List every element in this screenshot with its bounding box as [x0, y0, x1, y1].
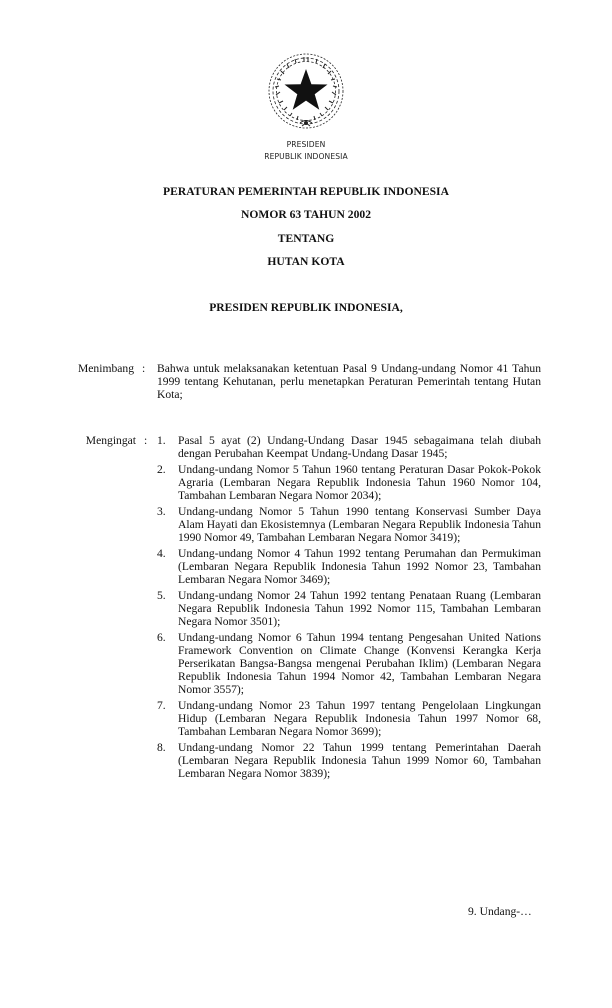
- list-item-text: Undang-undang Nomor 23 Tahun 1997 tentang Pengelolaan Lingkungan Hidup (Lembaran Negara Republik Indonesia Tahun 1997 Nomor 68, Tambahan Lembaran Negara Nomor 3699);: [178, 699, 541, 738]
- list-item-text: Undang-undang Nomor 5 Tahun 1990 tentang Konservasi Sumber Daya Alam Hayati dan Ekosistemnya (Lembaran Negara Republik Indonesia Tahun 1990 Nomor 49, Tambahan Lembaran Negara Nomor 3419);: [178, 505, 541, 544]
- menimbang-colon: :: [142, 362, 146, 375]
- list-item: [157, 589, 541, 628]
- list-item-text: Undang-undang Nomor 24 Tahun 1992 tentang Penataan Ruang (Lembaran Negara Republik Indonesia Tahun 1992 Nomor 115, Tambahan Lembaran Negara Nomor 3501);: [178, 589, 541, 628]
- mengingat-list: [157, 434, 541, 783]
- list-item-number: 7.: [157, 699, 166, 712]
- list-item: [157, 631, 541, 696]
- regulation-about-label: TENTANG: [277, 232, 335, 245]
- list-item-text: Pasal 5 ayat (2) Undang-Undang Dasar 1945 sebagaimana telah diubah dengan Perubahan Keempat Undang-Undang Dasar 1945;: [178, 434, 541, 460]
- page-continuation-marker: 9. Undang-…: [468, 905, 532, 918]
- list-item-number: 6.: [157, 631, 166, 644]
- regulation-subject: HUTAN KOTA: [267, 255, 345, 268]
- list-item-text: Undang-undang Nomor 5 Tahun 1960 tentang Peraturan Dasar Pokok-Pokok Agraria (Lembaran Negara Republik Indonesia Tahun 1960 Nomor 104, Tambahan Lembaran Negara Nomor 2034);: [178, 463, 541, 502]
- list-item: [157, 463, 541, 502]
- regulation-title: PERATURAN PEMERINTAH REPUBLIK INDONESIA: [163, 185, 449, 198]
- list-item-text: Undang-undang Nomor 6 Tahun 1994 tentang Pengesahan United Nations Framework Convention on Climate Change (Konvensi Kerangka Kerja Perserikatan Bangsa-Bangsa mengenai Perubahan Iklim) (Lembaran Negara Republik Indonesia Tahun 1994 Nomor 42, Tambahan Lembaran Negara Nomor 3557);: [178, 631, 541, 696]
- list-item-number: 2.: [157, 463, 166, 476]
- list-item-number: 5.: [157, 589, 166, 602]
- list-item-text: Undang-undang Nomor 4 Tahun 1992 tentang Perumahan dan Permukiman (Lembaran Negara Republik Indonesia Tahun 1992 Nomor 23, Tambahan Lembaran Negara Nomor 3469);: [178, 547, 541, 586]
- presidential-emblem-icon: [266, 51, 346, 131]
- list-item: [157, 741, 541, 780]
- list-item: [157, 434, 541, 460]
- regulation-number: NOMOR 63 TAHUN 2002: [241, 208, 371, 221]
- list-item-text: Undang-undang Nomor 22 Tahun 1999 tentang Pemerintahan Daerah (Lembaran Negara Republik Indonesia Tahun 1999 Nomor 60, Tambahan Lembaran Negara Nomor 3839);: [178, 741, 541, 780]
- list-item-number: 4.: [157, 547, 166, 560]
- mengingat-colon: :: [144, 434, 148, 447]
- list-item-number: 1.: [157, 434, 166, 447]
- emblem-caption-republic: REPUBLIK INDONESIA: [264, 152, 348, 161]
- list-item-number: 3.: [157, 505, 166, 518]
- list-item: [157, 699, 541, 738]
- menimbang-text: Bahwa untuk melaksanakan ketentuan Pasal 9 Undang-undang Nomor 41 Tahun 1999 tentang Kehutanan, perlu menetapkan Peraturan Pemerintah tentang Hutan Kota;: [157, 362, 541, 401]
- menimbang-label: Menimbang: [77, 362, 134, 375]
- emblem-caption-president: PRESIDEN: [286, 140, 326, 149]
- list-item: [157, 505, 541, 544]
- list-item: [157, 547, 541, 586]
- issuer-heading: PRESIDEN REPUBLIK INDONESIA,: [209, 301, 403, 314]
- mengingat-label: Mengingat: [85, 434, 136, 447]
- list-item-number: 8.: [157, 741, 166, 754]
